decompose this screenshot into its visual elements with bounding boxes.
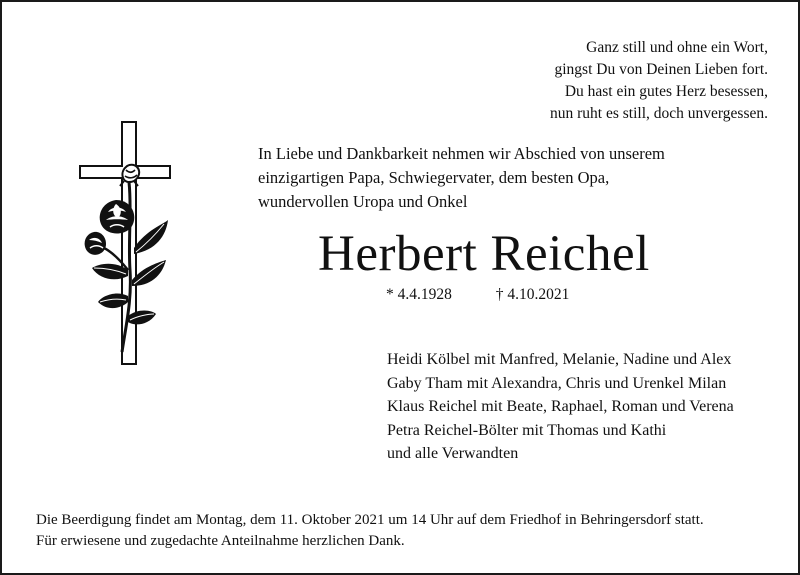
- mourner-line: Heidi Kölbel mit Manfred, Melanie, Nadine und Alex: [387, 351, 732, 368]
- mourner-line: Klaus Reichel mit Beate, Raphael, Roman und Verena: [387, 398, 734, 415]
- mourner-line: Petra Reichel-Bölter mit Thomas und Kathi: [387, 421, 667, 439]
- poem-line: gingst Du von Deinen Lieben fort.: [554, 61, 768, 78]
- deceased-name: Herbert Reichel: [318, 226, 650, 282]
- life-dates: [386, 285, 569, 305]
- mourner-line: Gaby Tham mit Alexandra, Chris und Urenkel Milan: [387, 374, 727, 392]
- memorial-poem: [550, 37, 768, 125]
- poem-line: nun ruht es still, doch unvergessen.: [550, 105, 768, 122]
- birth-date: * 4.4.1928: [386, 286, 452, 303]
- funeral-info: [36, 510, 704, 552]
- mourner-line: und alle Verwandten: [387, 445, 519, 462]
- intro-line: In Liebe und Dankbarkeit nehmen wir Abschied von unserem: [258, 144, 665, 163]
- poem-line: Ganz still und ohne ein Wort,: [586, 39, 768, 56]
- intro-line: einzigartigen Papa, Schwiegervater, dem besten Opa,: [258, 168, 610, 187]
- mourners-list: [387, 348, 734, 466]
- poem-line: Du hast ein gutes Herz besessen,: [564, 83, 768, 100]
- farewell-intro: [258, 142, 665, 214]
- death-date: † 4.10.2021: [495, 286, 570, 303]
- intro-line: wundervollen Uropa und Onkel: [258, 192, 468, 211]
- thanks-line: Für erwiesene und zugedachte Anteilnahme herzlichen Dank.: [36, 533, 405, 549]
- cross-with-roses-icon: [72, 120, 182, 370]
- funeral-details: Die Beerdigung findet am Montag, dem 11. Oktober 2021 um 14 Uhr auf dem Friedhof in Behringersdorf statt.: [36, 512, 704, 528]
